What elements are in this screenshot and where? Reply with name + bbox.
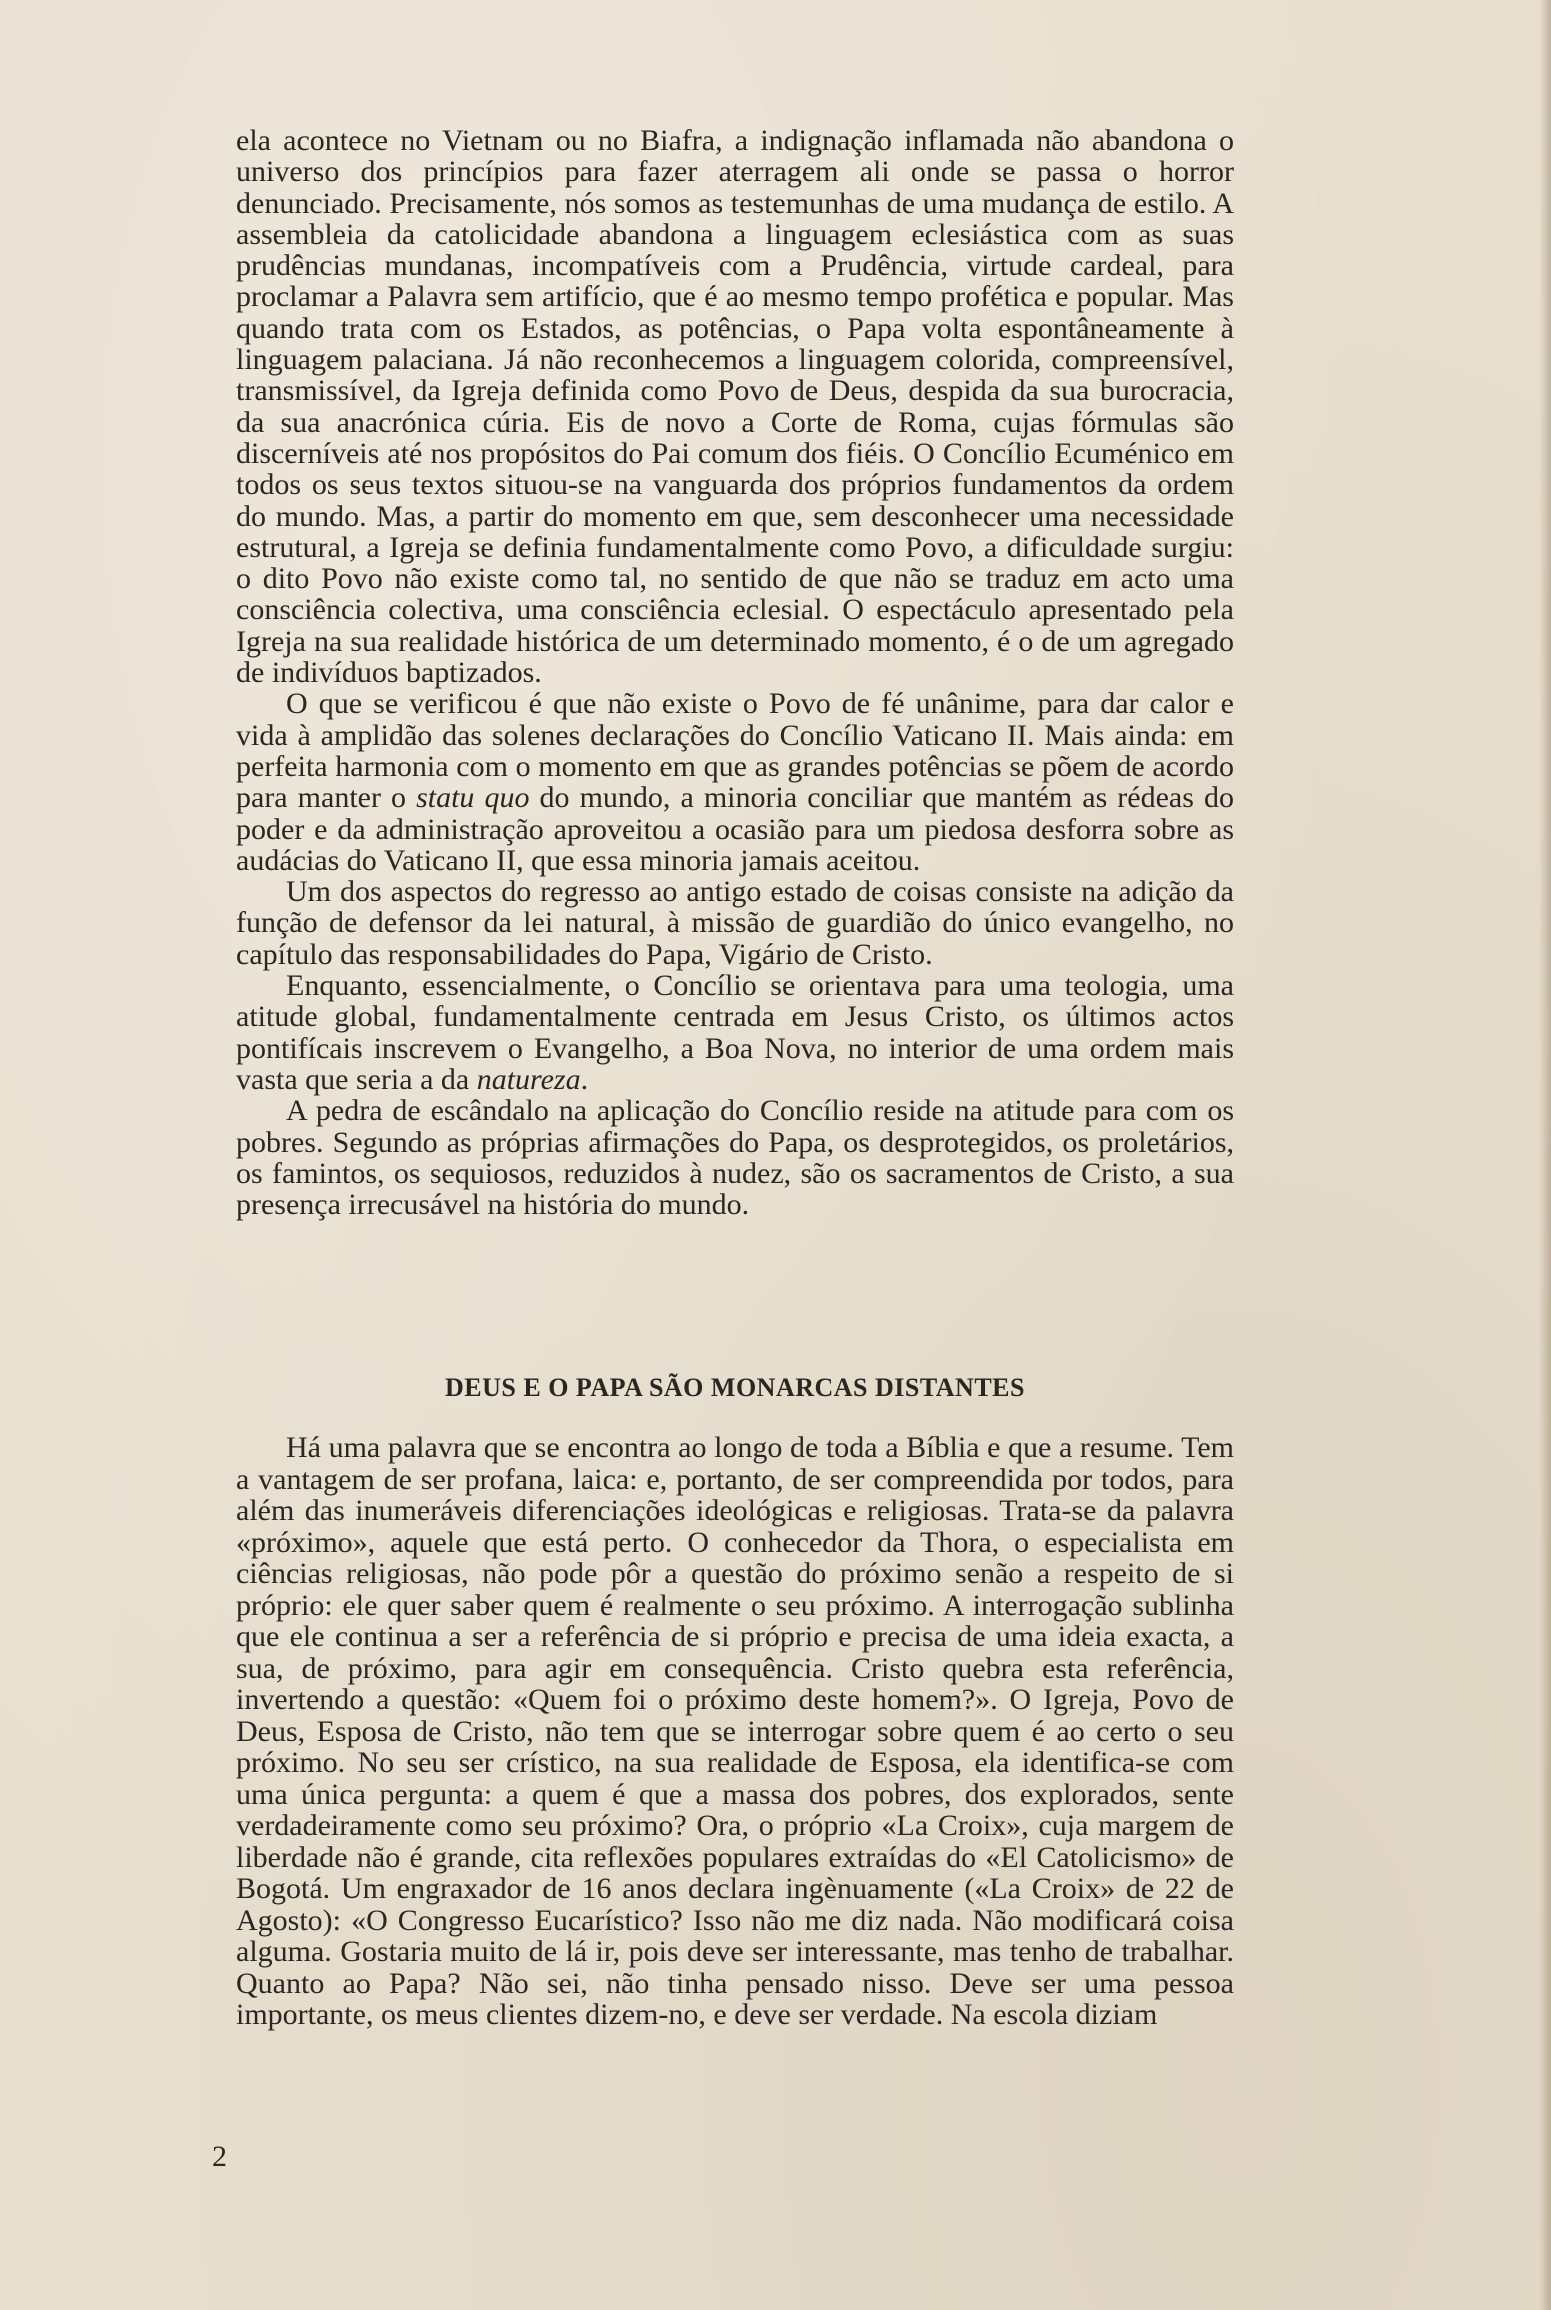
page-number: 2	[212, 2140, 227, 2173]
italic-phrase: statu quo	[416, 781, 530, 815]
paragraph: Um dos aspectos do regresso ao antigo estado de coisas consiste na adição da função de defensor da lei natural, à missão de guardião do único evangelho, no capítulo das responsabilidades do Papa, Vigário de Cristo.	[236, 875, 1234, 971]
section-heading: DEUS E O PAPA SÃO MONARCAS DISTANTES	[445, 1373, 1025, 1402]
body-text-section-1	[236, 125, 1234, 1220]
paragraph-text: do mundo, a minoria conciliar que mantém as rédeas do poder e da administração aproveitou a ocasião para um piedosa desforra sobre as audácias do Vaticano II, que essa minoria jamais aceitou.	[236, 781, 1234, 877]
paragraph	[236, 970, 1234, 1095]
paragraph	[236, 688, 1234, 876]
paragraph-text: .	[580, 1062, 589, 1096]
paragraph: A pedra de escândalo na aplicação do Concílio reside na atitude para com os pobres. Segundo as próprias afirmações do Papa, os desprotegidos, os proletários, os famintos, os sequiosos, reduzidos à nudez, são os sacramentos de Cristo, a sua presença irrecusável na história do mundo.	[236, 1094, 1234, 1222]
italic-phrase: natureza	[476, 1062, 581, 1096]
page-edge-shadow	[1539, 0, 1551, 2310]
paragraph: Há uma palavra que se encontra ao longo de toda a Bíblia e que a resume. Tem a vantagem de ser profana, laica: e, portanto, de ser compreendida por todos, para além das inumeráveis diferenciações ideológicas e religiosas. Trata-se da palavra «próximo», aquele que está perto. O conhecedor da Thora, o especialista em ciências religiosas, não pode pôr a questão do próximo senão a respeito de si próprio: ele quer saber quem é realmente o seu próximo. A interrogação sublinha que ele continua a ser a referência de si próprio e precisa de uma ideia exacta, a sua, de próximo, para agir em consequência. Cristo quebra esta referência, invertendo a questão: «Quem foi o próximo deste homem?». O Igreja, Povo de Deus, Esposa de Cristo, não tem que se interrogar sobre quem é ao certo o seu próximo. No seu ser crístico, na sua realidade de Esposa, ela identifica-se com uma única pergunta: a quem é que a massa dos pobres, dos explorados, sente verdadeiramente como seu próximo? Ora, o próprio «La Croix», cuja margem de liberdade não é grande, cita reflexões populares extraídas do «El Catolicismo» de Bogotá. Um engraxador de 16 anos declara ingènuamente («La Croix» de 22 de Agosto): «O Congresso Eucarístico? Isso não me diz nada. Não modificará coisa alguma. Gostaria muito de lá ir, pois deve ser interessante, mas tenho de trabalhar. Quanto ao Papa? Não sei, não tinha pensado nisso. Deve ser uma pessoa importante, os meus clientes dizem-no, e deve ser verdade. Na escola diziam	[236, 1431, 1234, 2031]
paragraph-continuation: ela acontece no Vietnam ou no Biafra, a indignação inflamada não abandona o universo dos princípios para fazer aterragem ali onde se passa o horror denunciado. Precisamente, nós somos as testemunhas de uma mudança de estilo. A assembleia da catolicidade abandona a linguagem eclesiástica com as suas prudências mundanas, incompatíveis com a Prudência, virtude cardeal, para proclamar a Palavra sem artifício, que é ao mesmo tempo profética e popular. Mas quando trata com os Estados, as potências, o Papa volta espontâneamente à linguagem palaciana. Já não reconhecemos a linguagem colorida, compreensível, transmissível, da Igreja definida como Povo de Deus, despida da sua burocracia, da sua anacrónica cúria. Eis de novo a Corte de Roma, cujas fórmulas são discerníveis até nos propósitos do Pai comum dos fiéis. O Concílio Ecuménico em todos os seus textos situou-se na vanguarda dos próprios fundamentos da ordem do mundo. Mas, a partir do momento em que, sem desconhecer uma necessidade estrutural, a Igreja se definia fundamentalmente como Povo, a dificuldade surgiu: o dito Povo não existe como tal, no sentido de que não se traduz em acto uma consciência colectiva, uma consciência eclesial. O espectáculo apresentado pela Igreja na sua realidade histórica de um determinado momento, é o de um agregado de indivíduos baptizados.	[236, 124, 1234, 690]
paragraph-text: O que se verificou é que não existe o Povo de fé unânime, para dar calor e vida à amplidão das solenes declarações do Concílio Vaticano II. Mais ainda: em perfeita harmonia com o momento em que as grandes potências se põem de acordo para manter o	[236, 687, 1234, 815]
body-text-section-2	[236, 1432, 1234, 2031]
paragraph-text: Enquanto, essencialmente, o Concílio se orientava para uma teologia, uma atitude global, fundamentalmente centrada em Jesus Cristo, os últimos actos pontifícais inscrevem o Evangelho, a Boa Nova, no interior de uma ordem mais vasta que seria a da	[236, 969, 1234, 1096]
